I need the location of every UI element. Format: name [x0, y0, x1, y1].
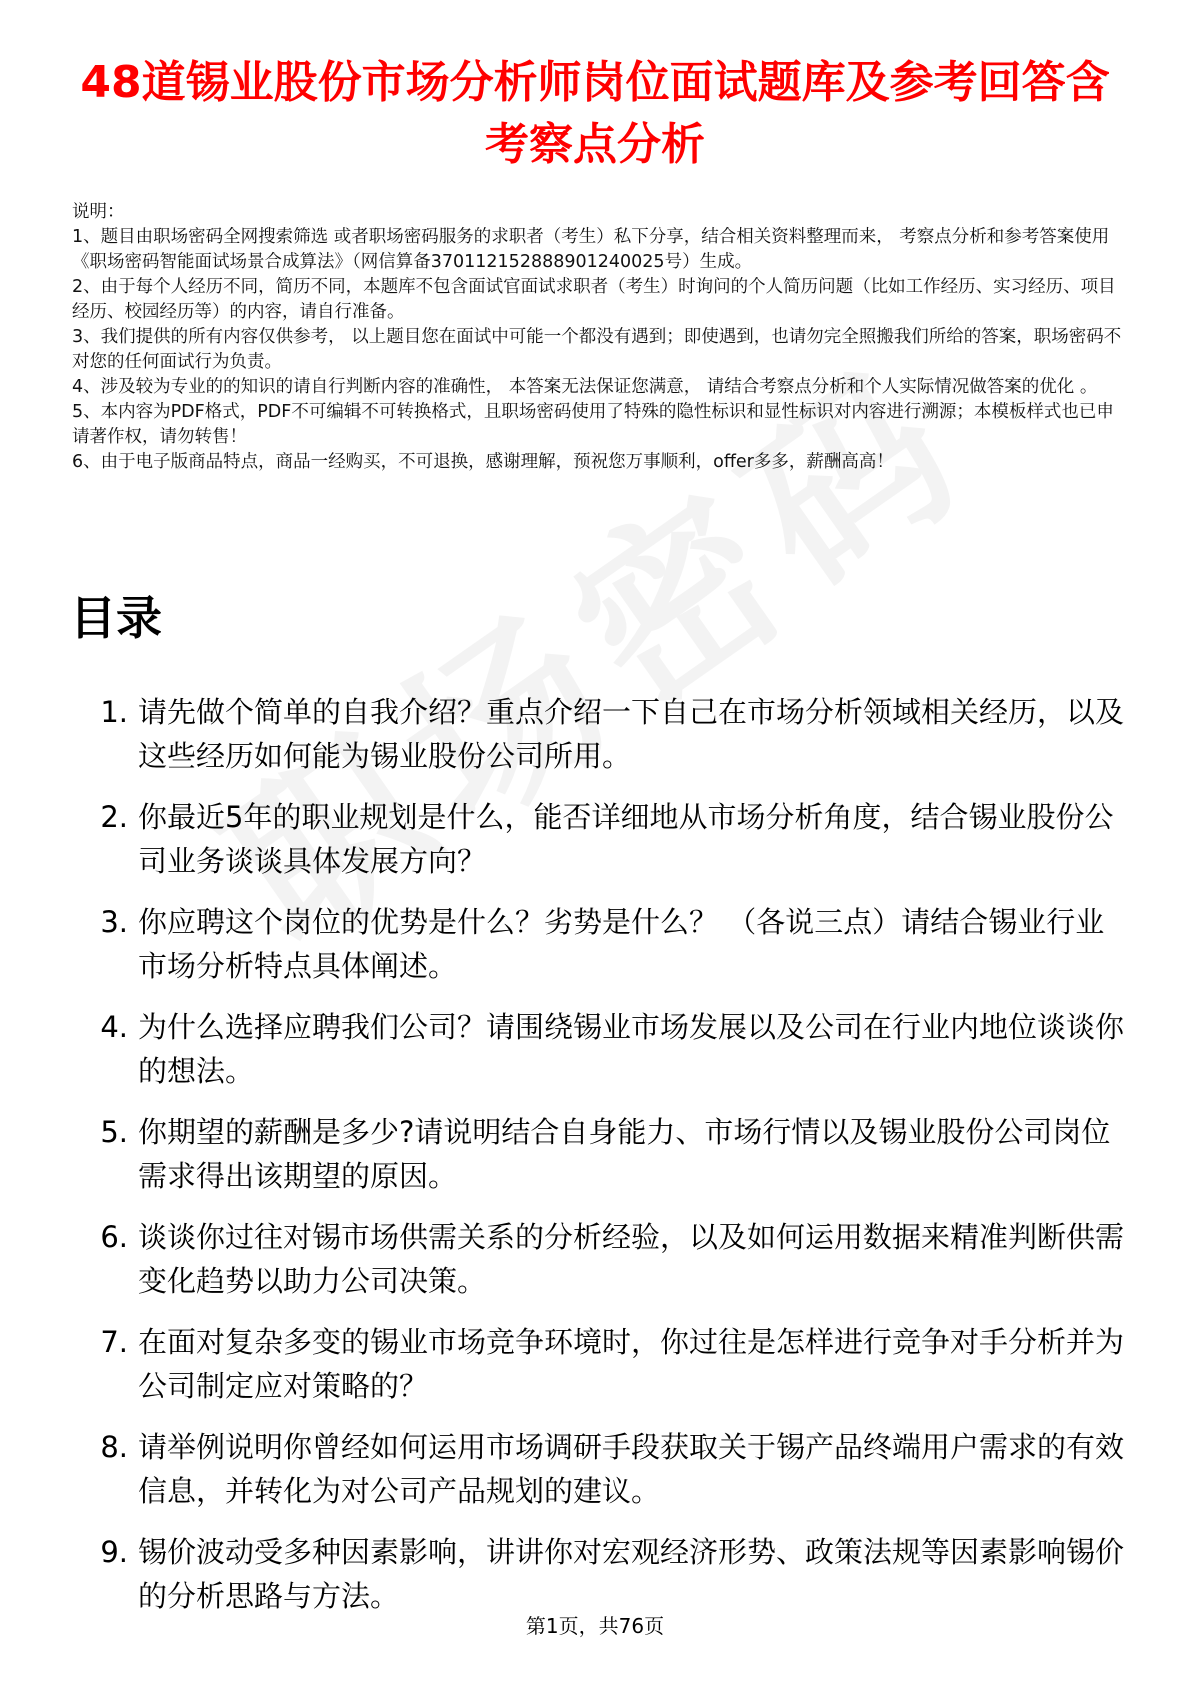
question-item	[70, 1110, 1130, 1198]
question-item	[70, 1215, 1130, 1303]
note-item: 2、由于每个人经历不同，简历不同，本题库不包含面试官面试求职者（考生）时询问的个人简历问题（比如工作经历、实习经历、项目经历、校园经历等）的内容，请自行准备。	[72, 277, 1116, 322]
document-title: 48道锡业股份市场分析师岗位面试题库及参考回答含考察点分析	[80, 57, 1110, 170]
question-list	[70, 690, 1130, 1635]
note-item: 6、由于电子版商品特点，商品一经购买，不可退换，感谢理解，预祝您万事顺利，offer多多，薪酬高高！	[72, 452, 894, 472]
question-text: 锡价波动受多种因素影响，讲讲你对宏观经济形势、政策法规等因素影响锡价的分析思路与方法。	[138, 1535, 1125, 1613]
toc-heading: 目录	[70, 591, 162, 645]
question-text: 你期望的薪酬是多少?请说明结合自身能力、市场行情以及锡业股份公司岗位需求得出该期望的原因。	[138, 1115, 1111, 1193]
question-text: 你最近5年的职业规划是什么，能否详细地从市场分析角度，结合锡业股份公司业务谈谈具体发展方向？	[138, 800, 1114, 878]
notes-heading: 说明：	[72, 202, 125, 222]
question-item	[70, 795, 1130, 883]
question-number: 4.	[100, 1010, 128, 1044]
question-number: 5.	[100, 1115, 128, 1149]
note-item: 5、本内容为PDF格式，PDF不可编辑不可转换格式，且职场密码使用了特殊的隐性标识和显性标识对内容进行溯源；本模板样式也已申请著作权，请勿转售！	[72, 402, 1114, 447]
question-item	[70, 1320, 1130, 1408]
question-item	[70, 1530, 1130, 1618]
question-text: 为什么选择应聘我们公司？请围绕锡业市场发展以及公司在行业内地位谈谈你的想法。	[138, 1010, 1125, 1088]
question-number: 8.	[100, 1430, 128, 1464]
question-number: 2.	[100, 800, 128, 834]
question-item	[70, 690, 1130, 778]
question-text: 谈谈你过往对锡市场供需关系的分析经验，以及如何运用数据来精准判断供需变化趋势以助力公司决策。	[138, 1220, 1125, 1298]
note-item: 3、我们提供的所有内容仅供参考， 以上题目您在面试中可能一个都没有遇到；即使遇到，也请勿完全照搬我们所给的答案，职场密码不对您的任何面试行为负责。	[72, 327, 1122, 372]
note-item: 4、涉及较为专业的的知识的请自行判断内容的准确性， 本答案无法保证您满意， 请结合考察点分析和个人实际情况做答案的优化 。	[72, 377, 1098, 397]
question-text: 请先做个简单的自我介绍？重点介绍一下自己在市场分析领域相关经历，以及这些经历如何能为锡业股份公司所用。	[138, 695, 1125, 773]
question-item	[70, 1005, 1130, 1093]
note-item: 1、题目由职场密码全网搜索筛选 或者职场密码服务的求职者（考生）私下分享，结合相关资料整理而来， 考察点分析和参考答案使用《职场密码智能面试场景合成算法》（网信算备370112152888901240025号）生成。	[72, 227, 1110, 272]
question-number: 1.	[100, 695, 128, 729]
question-text: 在面对复杂多变的锡业市场竞争环境时，你过往是怎样进行竞争对手分析并为公司制定应对策略的？	[138, 1325, 1125, 1403]
question-item	[70, 900, 1130, 988]
page-footer: 第1页，共76页	[525, 1614, 665, 1638]
notes-section	[72, 200, 1122, 475]
question-number: 6.	[100, 1220, 128, 1254]
question-text: 你应聘这个岗位的优势是什么？劣势是什么？ （各说三点）请结合锡业行业市场分析特点具体阐述。	[138, 905, 1105, 983]
question-number: 9.	[100, 1535, 128, 1569]
question-number: 7.	[100, 1325, 128, 1359]
question-text: 请举例说明你曾经如何运用市场调研手段获取关于锡产品终端用户需求的有效信息，并转化为对公司产品规划的建议。	[138, 1430, 1125, 1508]
question-item	[70, 1425, 1130, 1513]
question-number: 3.	[100, 905, 128, 939]
